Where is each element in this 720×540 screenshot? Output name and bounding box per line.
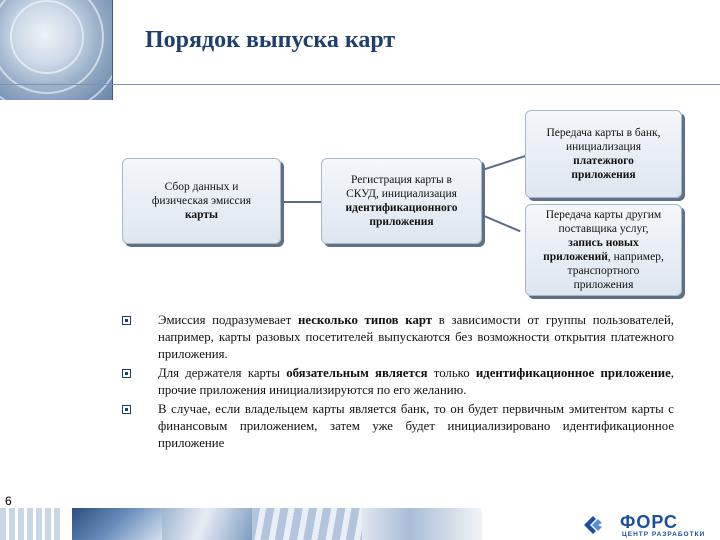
box4-line6: приложения [573,279,634,291]
fors-logo-mark-icon [582,514,604,536]
fors-logo-name: ФОРС [620,512,678,532]
box2-line4: приложения [369,216,434,228]
box2-line3: идентификационного [345,202,458,214]
step-box-emission [122,158,281,244]
box4-line4-rest: , например, [607,251,664,263]
bullet-item [122,312,674,363]
box3-line3: платежного [573,155,634,167]
bullet3-text: В случае, если владельцем карты является банк, то он будет первичным эмитентом карты с финансовым приложением, затем уже будет инициализировано идентификационное приложение [158,402,674,450]
square-bullet-icon [122,316,131,325]
bullet-list [122,312,674,452]
box4-line4-bold: приложений [543,251,608,263]
box2-line2: СКУД, инициализация [346,188,457,200]
step-box-bank-transfer [525,110,682,198]
box4-line5: транспортного [567,265,640,277]
bullet2-text-mid: только [427,366,476,380]
corner-decoration [0,0,112,100]
bullet1-bold: несколько типов карт [297,313,433,327]
box2-line1: Регистрация карты в [351,174,452,186]
box4-line2: поставщика услуг, [558,223,649,235]
bullet-item [122,365,674,399]
bullet1-text: Эмиссия подразумевает [158,313,298,327]
slide-title: Порядок выпуска карт [145,27,396,53]
box3-line4: приложения [571,169,636,181]
bullet2-bold2: идентификационное приложение [475,366,671,380]
header-horizontal-rule [0,84,720,85]
page-number: 6 [5,494,12,508]
bullet-item [122,401,674,452]
bullet1-text-rest: в зависимости от группы пользователей, например, карты разовых посетителей выпускаются без возможности открытия платежного приложения. [158,313,674,361]
square-bullet-icon [122,405,131,414]
bullet2-text: Для держателя карты [158,366,287,380]
connector-box2-box4 [481,214,520,232]
box1-line1: Сбор данных и [164,181,239,193]
header-vertical-rule [112,0,113,100]
box4-line3: запись новых [568,237,639,249]
connector-box1-box2 [281,201,321,203]
square-bullet-icon [122,369,131,378]
connector-box2-box3 [482,154,527,170]
step-box-registration [321,158,482,244]
bullet2-bold1: обязательным является [286,366,428,380]
step-box-provider-transfer [525,204,682,296]
fors-logo [582,512,712,540]
box3-line2: инициализация [565,141,642,153]
box1-line3: карты [184,209,219,221]
box3-line1: Передача карты в банк, [546,127,661,139]
fors-logo-subtitle: ЦЕНТР РАЗРАБОТКИ [622,531,706,538]
box1-line2: физическая эмиссия [151,195,252,207]
box4-line1: Передача карты другим [545,209,662,221]
bullet2-text-rest: , прочие приложения инициализируются по его желанию. [158,366,674,397]
